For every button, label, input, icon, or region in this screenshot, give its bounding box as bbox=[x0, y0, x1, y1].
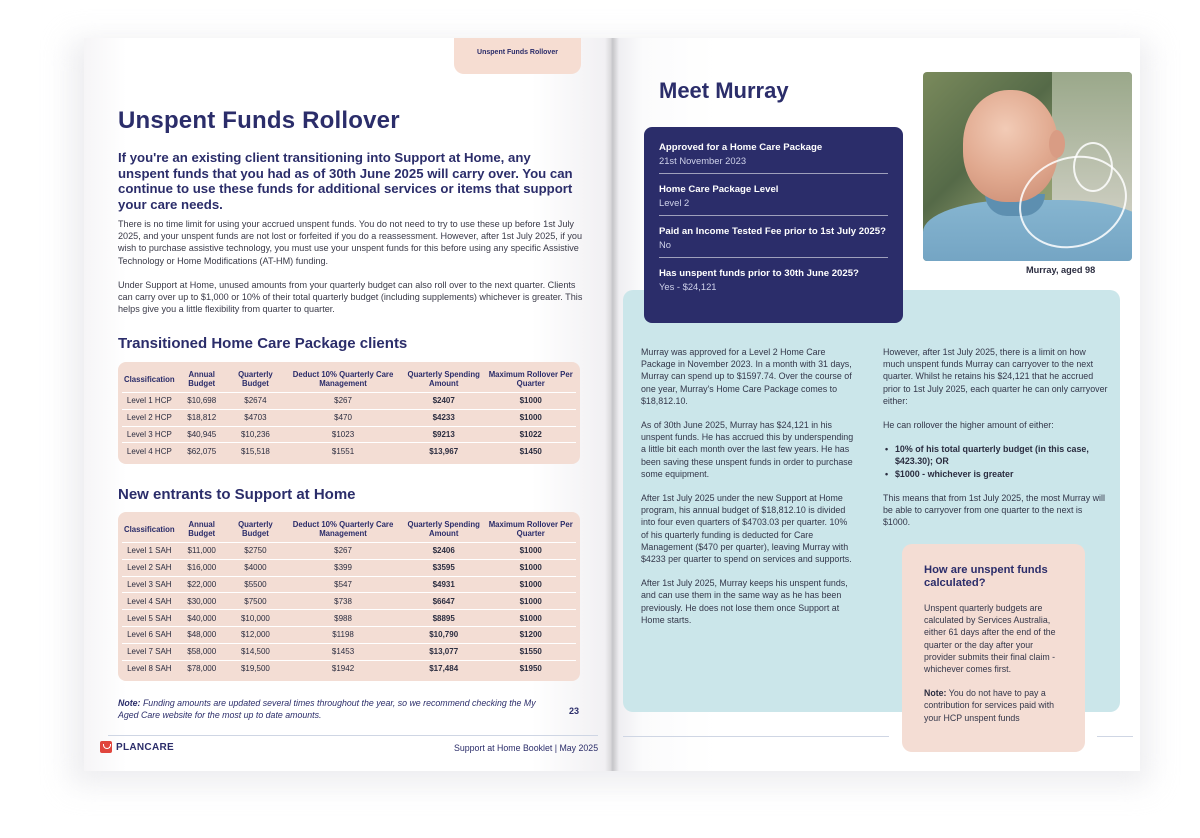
info-callout bbox=[902, 544, 1085, 752]
table-cell: $11,000 bbox=[177, 543, 227, 560]
logo-text: PLANCARE bbox=[116, 741, 174, 753]
right-page bbox=[611, 38, 1140, 771]
table-cell: Level 8 SAH bbox=[122, 660, 177, 677]
sah-table bbox=[118, 512, 580, 681]
table-cell: Level 3 SAH bbox=[122, 576, 177, 593]
table-cell: $2406 bbox=[402, 543, 485, 560]
footer-text: Support at Home Booklet | May 2025 bbox=[454, 743, 599, 753]
table-row bbox=[122, 393, 576, 410]
summary-question: Approved for a Home Care Package bbox=[659, 142, 823, 153]
footer-divider bbox=[623, 736, 889, 737]
table-cell: $988 bbox=[284, 610, 402, 627]
table-cell: $4000 bbox=[227, 559, 284, 576]
summary-item bbox=[659, 223, 888, 258]
table-row bbox=[122, 576, 576, 593]
table-row bbox=[122, 543, 576, 560]
column-header: Quarterly Budget bbox=[238, 520, 273, 538]
table-row bbox=[122, 559, 576, 576]
table-cell: $4931 bbox=[402, 576, 485, 593]
table-cell: $738 bbox=[284, 593, 402, 610]
table-cell: $15,518 bbox=[227, 443, 284, 460]
page-number: 23 bbox=[569, 706, 580, 716]
summary-answer: No bbox=[659, 239, 671, 250]
story-paragraph: Murray was approved for a Level 2 Home Care Package in November 2023. In a month with 31 days, Murray can spend up to $1597.74. Over the course of one year, Murray's Home Care Package comes to $18,812.10. bbox=[641, 347, 852, 406]
table-cell: $17,484 bbox=[402, 660, 485, 677]
table-cell: Level 4 SAH bbox=[122, 593, 177, 610]
table-cell: $40,000 bbox=[177, 610, 227, 627]
photo-caption: Murray, aged 98 bbox=[1026, 265, 1096, 275]
table-cell: $267 bbox=[284, 543, 402, 560]
callout-title: How are unspent funds calculated? bbox=[924, 564, 1048, 589]
note-text: Funding amounts are updated several times throughout the year, so we recommend checking the My Aged Care website for the most up to date amounts. bbox=[118, 698, 536, 720]
table-cell: $399 bbox=[284, 559, 402, 576]
table-cell: $1000 bbox=[485, 393, 576, 410]
lead-paragraph: If you're an existing client transitioning into Support at Home, any unspent funds that you had as of 30th June 2025 will carry over. You can continue to use these funds for additional services or items that support your care needs. bbox=[118, 150, 573, 212]
table-cell: $1000 bbox=[485, 610, 576, 627]
table-cell: $4703 bbox=[227, 409, 284, 426]
footer-divider bbox=[1097, 736, 1133, 737]
table-cell: $30,000 bbox=[177, 593, 227, 610]
table-cell: $1198 bbox=[284, 626, 402, 643]
summary-item bbox=[659, 265, 888, 299]
table-cell: $1942 bbox=[284, 660, 402, 677]
list-item: • $1000 - whichever is greater bbox=[883, 468, 1109, 480]
table-cell: $6647 bbox=[402, 593, 485, 610]
callout-note-text: You do not have to pay a contribution for services paid with your HCP unspent funds bbox=[924, 688, 1055, 723]
summary-answer: 21st November 2023 bbox=[659, 155, 747, 166]
table-cell: $1022 bbox=[485, 426, 576, 443]
photo-ear bbox=[1049, 130, 1065, 158]
table-cell: $1000 bbox=[485, 543, 576, 560]
table-cell: $78,000 bbox=[177, 660, 227, 677]
table-cell: $1453 bbox=[284, 643, 402, 660]
column-header: Quarterly Budget bbox=[238, 370, 273, 388]
story-paragraph: This means that from 1st July 2025, the most Murray will be able to carryover from one quarter to the next is $1000. bbox=[883, 492, 1105, 528]
table-cell: Level 2 HCP bbox=[122, 409, 177, 426]
column-header: Annual Budget bbox=[188, 370, 216, 388]
table-cell: $1000 bbox=[485, 559, 576, 576]
column-header: Annual Budget bbox=[188, 520, 216, 538]
table-cell: $10,698 bbox=[177, 393, 227, 410]
table-cell: $16,000 bbox=[177, 559, 227, 576]
summary-question: Has unspent funds prior to 30th June 2025? bbox=[659, 268, 859, 279]
summary-answer: Level 2 bbox=[659, 197, 690, 208]
story-paragraph: He can rollover the higher amount of either: bbox=[883, 420, 1054, 431]
table-cell: $547 bbox=[284, 576, 402, 593]
table-cell: Level 2 SAH bbox=[122, 559, 177, 576]
table-cell: $2750 bbox=[227, 543, 284, 560]
table-cell: Level 1 SAH bbox=[122, 543, 177, 560]
column-header: Quarterly Spending Amount bbox=[407, 520, 480, 538]
table-cell: Level 1 HCP bbox=[122, 393, 177, 410]
table-cell: $267 bbox=[284, 393, 402, 410]
story-column-2 bbox=[883, 346, 1109, 540]
column-header: Classification bbox=[124, 374, 175, 384]
table-row bbox=[122, 660, 576, 677]
booklet-spine bbox=[605, 38, 619, 771]
plancare-logo bbox=[100, 741, 174, 753]
table-cell: $1950 bbox=[485, 660, 576, 677]
summary-question: Paid an Income Tested Fee prior to 1st July 2025? bbox=[659, 226, 886, 237]
table-cell: $8895 bbox=[402, 610, 485, 627]
sah-table-title: New entrants to Support at Home bbox=[118, 486, 356, 503]
table-cell: $10,000 bbox=[227, 610, 284, 627]
table-cell: $1000 bbox=[485, 409, 576, 426]
table-cell: $2407 bbox=[402, 393, 485, 410]
table-cell: Level 3 HCP bbox=[122, 426, 177, 443]
table-cell: Level 6 SAH bbox=[122, 626, 177, 643]
decorative-loop bbox=[1073, 142, 1113, 192]
table-cell: $22,000 bbox=[177, 576, 227, 593]
funding-note bbox=[118, 697, 538, 721]
table-row bbox=[122, 643, 576, 660]
table-cell: $18,812 bbox=[177, 409, 227, 426]
body-paragraph-1: There is no time limit for using your accrued unspent funds. You do not need to try to use these up before 1st July 2025, and your unspent funds are not lost or forfeited if you do a reassessment. However, after 1st July 2025, if you wish to purchase assistive technology, you must use your unspent funds for this before using any specific Assistive Technology or Home Modifications (AT-HM) funding. bbox=[118, 219, 583, 266]
table-cell: $40,945 bbox=[177, 426, 227, 443]
story-paragraph: However, after 1st July 2025, there is a limit on how much unspent funds Murray can carryover to the next quarter. Whilst he retains his $24,121 that he accrued prior to 1st July 2025, each quarter he can only carryover either: bbox=[883, 347, 1108, 406]
note-label: Note: bbox=[118, 698, 141, 708]
section-tab: Unspent Funds Rollover bbox=[454, 38, 581, 74]
summary-item bbox=[659, 181, 888, 216]
left-page bbox=[84, 38, 611, 771]
callout-paragraph: Unspent quarterly budgets are calculated by Services Australia, either 61 days after the end of the quarter or the day after your provider submits their final claim - whichever comes first. bbox=[924, 603, 1056, 675]
callout-note bbox=[924, 687, 1063, 724]
table-cell: $1000 bbox=[485, 576, 576, 593]
table-cell: $10,790 bbox=[402, 626, 485, 643]
rollover-options-list bbox=[883, 443, 1109, 480]
case-study-title: Meet Murray bbox=[659, 78, 789, 103]
table-cell: $48,000 bbox=[177, 626, 227, 643]
column-header: Quarterly Spending Amount bbox=[407, 370, 480, 388]
table-row bbox=[122, 610, 576, 627]
table-cell: $58,000 bbox=[177, 643, 227, 660]
table-cell: $1550 bbox=[485, 643, 576, 660]
table-cell: $7500 bbox=[227, 593, 284, 610]
table-cell: $10,236 bbox=[227, 426, 284, 443]
table-row bbox=[122, 426, 576, 443]
table-cell: $14,500 bbox=[227, 643, 284, 660]
column-header: Maximum Rollover Per Quarter bbox=[488, 520, 573, 538]
hcp-table bbox=[118, 362, 580, 464]
table-cell: $1450 bbox=[485, 443, 576, 460]
table-cell: $1023 bbox=[284, 426, 402, 443]
story-paragraph: As of 30th June 2025, Murray has $24,121 in his unspent funds. He has accrued this by underspending a little bit each month over the last few years. He has been saving these unspent funds in order to purchase some equipment. bbox=[641, 420, 854, 479]
page-title: Unspent Funds Rollover bbox=[118, 107, 400, 134]
summary-question: Home Care Package Level bbox=[659, 184, 779, 195]
summary-answer: Yes - $24,121 bbox=[659, 281, 717, 292]
body-paragraph-2: Under Support at Home, unused amounts from your quarterly budget can also roll over to the next quarter. Clients can carry over up to $1,000 or 10% of their total quarterly budget (including supplements) whichever is greater. This helps give you a little flexibility from quarter to quarter. bbox=[118, 280, 583, 315]
hcp-table-title: Transitioned Home Care Package clients bbox=[118, 335, 408, 352]
table-cell: $470 bbox=[284, 409, 402, 426]
table-cell: $12,000 bbox=[227, 626, 284, 643]
table-cell: Level 7 SAH bbox=[122, 643, 177, 660]
table-row bbox=[122, 626, 576, 643]
murray-summary-card bbox=[644, 127, 903, 323]
table-cell: $62,075 bbox=[177, 443, 227, 460]
murray-photo bbox=[923, 72, 1132, 261]
table-cell: Level 4 HCP bbox=[122, 443, 177, 460]
table-cell: $5500 bbox=[227, 576, 284, 593]
story-column-1 bbox=[641, 346, 857, 638]
column-header: Deduct 10% Quarterly Care Management bbox=[292, 370, 394, 388]
plancare-logo-icon bbox=[100, 741, 112, 753]
column-header: Deduct 10% Quarterly Care Management bbox=[292, 520, 394, 538]
footer-divider bbox=[108, 735, 598, 736]
list-item: • 10% of his total quarterly budget (in this case, $423.30); OR bbox=[883, 443, 1109, 467]
table-cell: Level 5 SAH bbox=[122, 610, 177, 627]
summary-item bbox=[659, 139, 888, 174]
table-row bbox=[122, 409, 576, 426]
table-cell: $9213 bbox=[402, 426, 485, 443]
table-cell: $1551 bbox=[284, 443, 402, 460]
table-cell: $2674 bbox=[227, 393, 284, 410]
story-paragraph: After 1st July 2025 under the new Support at Home program, his annual budget of $18,812.10 is divided into four even quarters of $4703.03 per quarter. 10% of his quarterly funding is deducted for Care Management ($470 per quarter), leaving Murray with $4233 per quarter to spend on services and supports. bbox=[641, 493, 852, 565]
table-cell: $4233 bbox=[402, 409, 485, 426]
table-cell: $19,500 bbox=[227, 660, 284, 677]
table-cell: $1000 bbox=[485, 593, 576, 610]
column-header: Classification bbox=[124, 524, 175, 534]
callout-note-label: Note: bbox=[924, 688, 947, 699]
table-cell: $13,077 bbox=[402, 643, 485, 660]
column-header: Maximum Rollover Per Quarter bbox=[488, 370, 573, 388]
story-paragraph: After 1st July 2025, Murray keeps his unspent funds, and can use them in the same way as he has been previously. He does not lose them once Support at Home starts. bbox=[641, 578, 848, 625]
table-row bbox=[122, 593, 576, 610]
table-cell: $1200 bbox=[485, 626, 576, 643]
table-row bbox=[122, 443, 576, 460]
table-cell: $13,967 bbox=[402, 443, 485, 460]
table-cell: $3595 bbox=[402, 559, 485, 576]
